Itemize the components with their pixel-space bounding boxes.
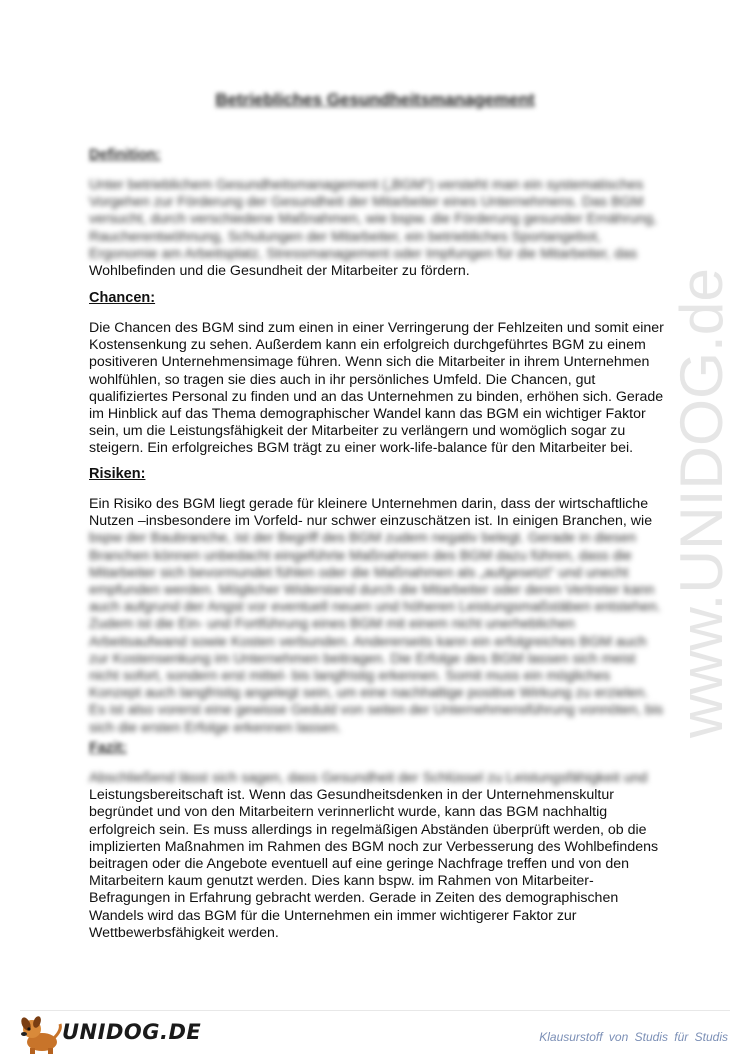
watermark [638, 260, 750, 750]
text-line: Branchen können unbedacht eingeführte Maßnahmen des BGM dazu führen, dass die [89, 547, 632, 564]
text-line: wohlfühlen, so tragen sie dies auch in ihr persönliches Umfeld. Die Chancen, gut [89, 371, 596, 388]
text-line: begründet und von den Mitarbeitern verinnerlicht wurde, kann das BGM nachhaltig [89, 804, 608, 821]
text-line: Kostensenkung zu sehen. Außerdem kann ein erfolgreich durchgeführtes BGM zu einem [89, 337, 646, 354]
watermark-text: www.UNIDOG.de [668, 271, 735, 738]
footer-slogan: Klausurstoff von Studis für Studis [539, 1030, 728, 1044]
text-line: beitragen oder die Angebote eventuell auf eine geringe Nachfrage treffen und von den [89, 856, 630, 873]
text-line: im Hinblick auf das Thema demographischer Wandel kann das BGM ein wichtiger Faktor [89, 406, 646, 423]
text-line: nicht sofort, sondern erst mittel- bis langfristig erkennen. Somit muss ein mögliches [89, 668, 611, 685]
text-line: Vorgehen zur Förderung der Gesundheit der Mitarbeiter eines Unternehmens. Das BGM [89, 194, 644, 211]
text-line: zur Kostensenkung im Unternehmen beitragen. Die Erfolge des BGM lassen sich meist [89, 650, 636, 667]
text-line: steigern. Ein erfolgreiches BGM trägt zu einer work-life-balance für den Mitarbeiter bei. [89, 440, 634, 457]
text-line: Raucherentwöhnung, Schulungen der Mitarbeiter, ein betriebliches Sportangebot, [89, 228, 601, 245]
text-line: Mitarbeiter sich bevormundet fühlen oder die Maßnahmen als „aufgesetzt“ und unecht [89, 564, 629, 581]
text-line: Konzept auch langfristig angelegt sein, um eine nachhaltige positive Wirkung zu erzielen. [89, 685, 649, 702]
text-line: Arbeitsaufwand sowie Kosten verbunden. Andererseits kann ein erfolgreiches BGM auch [89, 633, 647, 650]
text-line: Befragungen in Erfahrung gebracht werden. Gerade in Zeiten des demographischen [89, 890, 619, 907]
text-line: versucht, durch verschiedene Maßnahmen, wie bspw. die Förderung gesunder Ernährung, [89, 211, 657, 228]
text-line: Ergonomie am Arbeitsplatz, Stressmanagement oder Impfungen für die Mitarbeiter, das [89, 245, 638, 262]
text-line: implizierten Maßnahmen im Rahmen des BGM noch zur Verbesserung des Wohlbefindens [89, 838, 659, 855]
text-line: Leistungsbereitschaft ist. Wenn das Gesundheitsdenken in der Unternehmenskultur [89, 787, 614, 804]
text-line: bspw der Baubranche, ist der Begriff des BGM zudem negativ belegt. Gerade in diesen [89, 530, 637, 547]
text-line: sich die ersten Erfolge erkennen lassen. [89, 719, 342, 736]
document-title: Betriebliches Gesundheitsmanagement [215, 90, 535, 109]
text-line: qualifiziertes Personal zu finden und an das Unternehmen zu binden, erhöhen sich. Gerade [89, 388, 664, 405]
section-body-definition [89, 177, 669, 280]
section-heading-chancen: Chancen: [89, 290, 156, 306]
text-line: Zudem ist die Ein- und Fortführung eines BGM mit einem nicht unerheblichen [89, 616, 575, 633]
section-body-chancen [89, 320, 669, 458]
text-line: Wandels wird das BGM für die Unternehmen ein immer wichtigerer Faktor zur [89, 907, 577, 924]
section-heading-risiken: Risiken: [89, 466, 146, 482]
text-line: Wettbewerbsfähigkeit werden. [89, 924, 279, 941]
section-heading-definition: Definition: [89, 147, 161, 163]
text-line: empfunden werden. Möglicher Widerstand durch die Mitarbeiter oder deren Vertreter kann [89, 582, 655, 599]
text-line: Abschließend lässt sich sagen, dass Gesundheit der Schlüssel zu Leistungsfähigkeit und [89, 770, 648, 786]
text-line: Unter betrieblichem Gesundheitsmanagement („BGM“) versteht man ein systematisches [89, 177, 644, 193]
text-line: erfolgreich sein. Es muss allerdings in regelmäßigen Abständen überprüft werden, ob die [89, 821, 647, 838]
text-line: Wohlbefinden und die Gesundheit der Mitarbeiter zu fördern. [89, 263, 470, 280]
text-line: Ein Risiko des BGM liegt gerade für kleinere Unternehmen darin, dass der wirtschaftliche [89, 496, 649, 512]
text-line: auch aufgrund der Angst vor eventuell neuen und höheren Leistungsmaßstäben entstehen. [89, 599, 661, 616]
text-line: Die Chancen des BGM sind zum einen in einer Verringerung der Fehlzeiten und somit einer [89, 320, 664, 336]
logo-text: UNIDOG.DE [62, 1020, 202, 1044]
section-heading-fazit: Fazit: [89, 740, 127, 756]
text-line: Nutzen –insbesondere im Vorfeld- nur schwer einzuschätzen ist. In einigen Branchen, wie [89, 513, 653, 530]
section-body-fazit [89, 770, 669, 942]
footer-divider [20, 1010, 730, 1011]
section-body-risiken [89, 496, 669, 737]
text-line: Es ist also vorerst eine gewisse Geduld von seiten der Unternehmensführung vonnöten, bis [89, 702, 664, 719]
text-line: Mitarbeitern kaum genutzt werden. Dies kann bspw. im Rahmen von Mitarbeiter- [89, 873, 594, 890]
text-line: sein, um die Leistungsfähigkeit der Mitarbeiter zu verlängern und womöglich sogar zu [89, 423, 626, 440]
text-line: positiveren Unternehmensimage führen. Wenn sich die Mitarbeiter in ihrem Unternehmen [89, 354, 650, 371]
